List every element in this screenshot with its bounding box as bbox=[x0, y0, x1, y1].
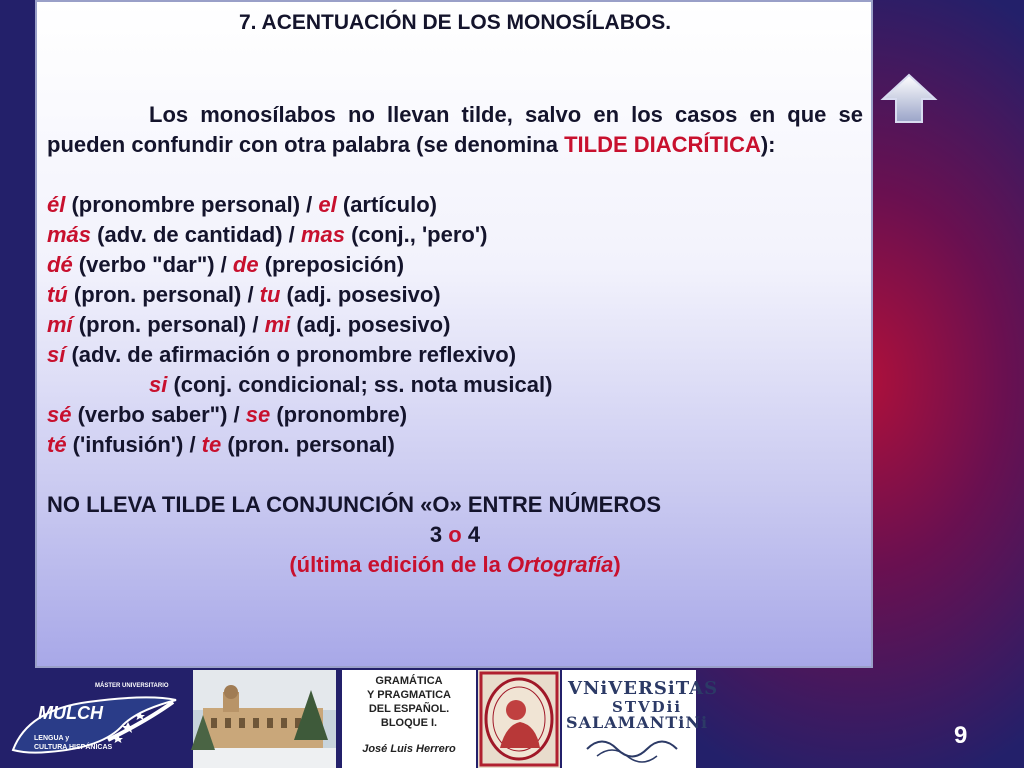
unstressed-word: tu bbox=[259, 282, 281, 307]
list-item bbox=[47, 370, 863, 400]
flourish-icon bbox=[582, 734, 682, 764]
slide-content bbox=[47, 10, 863, 580]
university-line: SALAMANTiNi bbox=[566, 713, 709, 732]
source-line bbox=[47, 550, 863, 580]
description: (preposición) bbox=[258, 252, 405, 277]
portrait-medallion-icon bbox=[478, 670, 560, 768]
list-item bbox=[47, 430, 863, 460]
stressed-word: sé bbox=[47, 402, 72, 427]
example-conjunction: o bbox=[448, 522, 462, 547]
example-line bbox=[47, 520, 863, 550]
intro-highlight: TILDE DIACRÍTICA bbox=[564, 132, 761, 157]
mulch-subtitle-line: LENGUA y bbox=[34, 735, 70, 742]
course-line: GRAMÁTICA bbox=[375, 675, 443, 687]
unstressed-word: mi bbox=[264, 312, 291, 337]
building-photo bbox=[193, 670, 336, 768]
list-item bbox=[47, 220, 863, 250]
author-name: José Luis Herrero bbox=[362, 743, 456, 755]
unstressed-word: se bbox=[245, 402, 271, 427]
up-arrow-icon[interactable] bbox=[880, 72, 938, 126]
stressed-word: tú bbox=[47, 282, 68, 307]
description: (pron. personal) / bbox=[67, 282, 260, 307]
description: (verbo "dar") / bbox=[72, 252, 233, 277]
list-item bbox=[47, 340, 863, 370]
description: ('infusión') / bbox=[66, 432, 202, 457]
description: (verbo saber") / bbox=[71, 402, 246, 427]
intro-text: Los monosílabos no llevan tilde, salvo en los casos en que se pueden confundir con otra palabra (se denomina bbox=[47, 102, 863, 157]
example-number: 3 bbox=[429, 522, 449, 547]
stressed-word: sí bbox=[47, 342, 66, 367]
description: (adv. de afirmación o pronombre reflexivo) bbox=[65, 342, 517, 367]
slide-title: 7. ACENTUACIÓN DE LOS MONOSÍLABOS. bbox=[238, 11, 672, 34]
description: (artículo) bbox=[336, 192, 437, 217]
stressed-word: dé bbox=[47, 252, 73, 277]
list-item bbox=[47, 280, 863, 310]
source-text: (última edición de la bbox=[289, 552, 507, 577]
example-number: 4 bbox=[461, 522, 481, 547]
course-line: Y PRAGMATICA bbox=[367, 689, 451, 701]
description: (pronombre personal) / bbox=[65, 192, 319, 217]
university-line: VNiVERSiTAS bbox=[568, 678, 719, 699]
slide-panel bbox=[35, 0, 873, 668]
stressed-word: más bbox=[47, 222, 92, 247]
note-heading: NO LLEVA TILDE LA CONJUNCIÓN «O» ENTRE NÚMEROS bbox=[47, 492, 662, 517]
mulch-top-label: MÁSTER UNIVERSITARIO bbox=[95, 683, 169, 689]
description: (pron. personal) bbox=[221, 432, 395, 457]
course-info bbox=[342, 670, 476, 768]
description: (conj. condicional; ss. nota musical) bbox=[167, 372, 553, 397]
mulch-subtitle bbox=[34, 734, 112, 752]
list-item bbox=[47, 250, 863, 280]
course-line: DEL ESPAÑOL. bbox=[368, 703, 450, 715]
intro-paragraph bbox=[47, 100, 863, 160]
university-line: STVDii bbox=[612, 698, 683, 716]
stressed-word: él bbox=[47, 192, 66, 217]
intro-end: ): bbox=[760, 132, 776, 157]
description: (pron. personal) / bbox=[72, 312, 265, 337]
stressed-word: té bbox=[47, 432, 67, 457]
unstressed-word: te bbox=[201, 432, 222, 457]
list-item bbox=[47, 190, 863, 220]
description: (adj. posesivo) bbox=[290, 312, 451, 337]
page-number: 9 bbox=[954, 722, 968, 749]
description: (conj., 'pero') bbox=[344, 222, 488, 247]
source-end: ) bbox=[613, 552, 621, 577]
monosyllable-list bbox=[47, 190, 863, 460]
unstressed-word: si bbox=[149, 372, 168, 397]
list-item bbox=[47, 310, 863, 340]
source-title: Ortografía bbox=[506, 552, 614, 577]
unstressed-word: mas bbox=[300, 222, 345, 247]
mulch-subtitle-line: CULTURA HISPÁNICAS bbox=[34, 744, 113, 751]
course-line: BLOQUE I. bbox=[380, 717, 438, 729]
description: (adv. de cantidad) / bbox=[91, 222, 301, 247]
mulch-wordmark: MULCH bbox=[38, 703, 103, 723]
university-logo bbox=[562, 670, 719, 768]
description: (pronombre) bbox=[270, 402, 408, 427]
unstressed-word: el bbox=[318, 192, 337, 217]
list-item bbox=[47, 400, 863, 430]
description: (adj. posesivo) bbox=[280, 282, 441, 307]
stressed-word: mí bbox=[47, 312, 73, 337]
unstressed-word: de bbox=[232, 252, 259, 277]
